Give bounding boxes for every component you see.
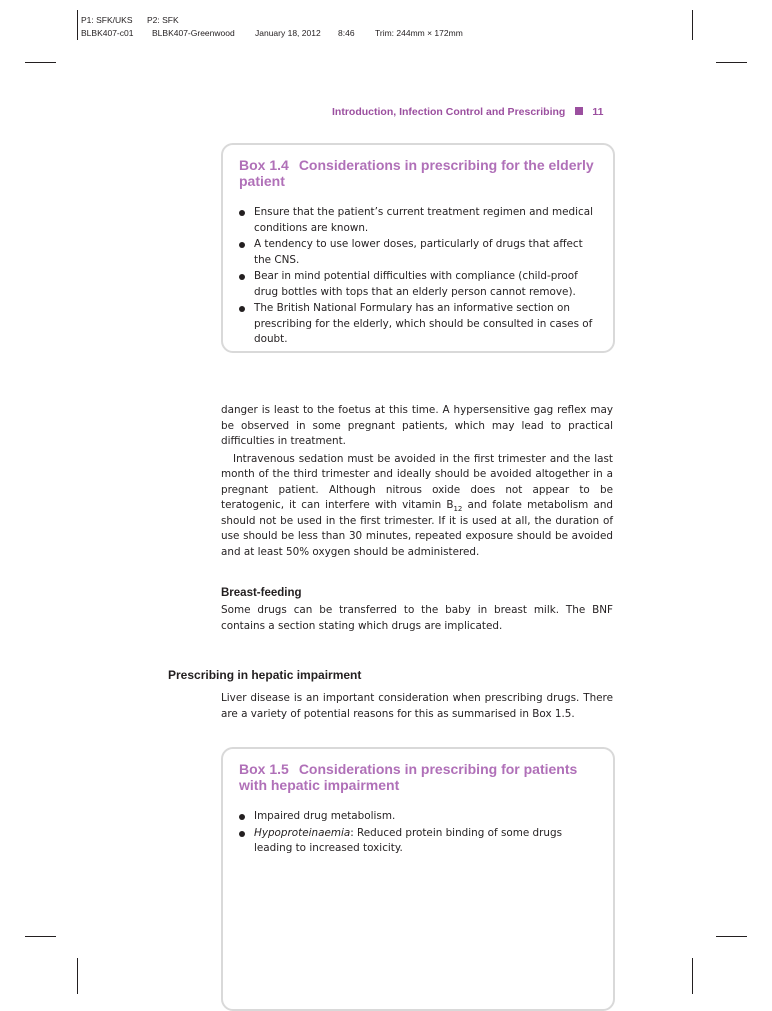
crop-mark-top-left-vertical xyxy=(77,10,78,40)
box-1-5-number: Box 1.5 xyxy=(239,761,289,777)
breast-feeding-heading: Breast-feeding xyxy=(221,587,302,599)
box-1-4 xyxy=(221,143,615,353)
breast-feeding-text: Some drugs can be transferred to the baby in breast milk. The BNF contains a section stating which drugs are implicated. xyxy=(221,604,613,632)
bullet-icon xyxy=(239,306,245,312)
list-item: Ensure that the patient’s current treatment regimen and medical conditions are known. xyxy=(254,205,597,236)
slug-trim: Trim: 244mm × 172mm xyxy=(375,28,463,38)
slug-p2: P2: SFK xyxy=(147,15,179,25)
list-item: A tendency to use lower doses, particularly of drugs that affect the CNS. xyxy=(254,237,597,268)
bullet-icon xyxy=(239,210,245,216)
slug-code1: BLBK407-c01 xyxy=(81,28,134,38)
bullet-icon xyxy=(239,242,245,248)
slug-code2: BLBK407-Greenwood xyxy=(152,28,235,38)
list-item: Bear in mind potential difficulties with compliance (child-proof drug bottles with tops that an elderly person cannot remove). xyxy=(254,269,597,300)
slug-time: 8:46 xyxy=(338,28,355,38)
list-item: Hypoproteinaemia: Reduced protein binding of some drugs leading to increased toxicity. xyxy=(254,826,597,857)
box-1-4-title xyxy=(239,157,597,189)
box-1-4-list xyxy=(223,205,613,348)
paragraph: Intravenous sedation must be avoided in the first trimester and the last month of the third trimester and ideally should be avoided altogether in a pregnant patient. Although nitrous oxide does not appear to be teratogenic, it can interfere with vitamin $B_{12}$ and folate metabolism and should not be used in the first trimester. If it is used at all, the duration of use should be less than 30 minutes, repeated exposure should be avoided and at least 50% oxygen should be administered. xyxy=(221,452,613,558)
slug-p1: P1: SFK/UKS xyxy=(81,15,133,25)
bullet-icon xyxy=(239,274,245,280)
crop-mark-bottom-left-vertical xyxy=(77,958,78,994)
pregnancy-text xyxy=(221,403,613,560)
box-1-5-title xyxy=(239,761,597,793)
box-1-5 xyxy=(221,747,615,1011)
list-item: Impaired drug metabolism. xyxy=(254,809,597,825)
slug-date: January 18, 2012 xyxy=(255,28,321,38)
crop-mark-bottom-left-horizontal xyxy=(25,936,56,937)
list-item: The British National Formulary has an informative section on prescribing for the elderly, which should be consulted in cases of doubt. xyxy=(254,301,597,348)
box-1-5-heading: Considerations in prescribing for patients with hepatic impairment xyxy=(239,761,578,793)
box-1-4-number: Box 1.4 xyxy=(239,157,289,173)
paragraph: danger is least to the foetus at this time. A hypersensitive gag reflex may be observed in some pregnant patients, which may lead to practical difficulties in treatment. xyxy=(221,404,613,447)
square-bullet-icon xyxy=(575,107,583,115)
hepatic-text: Liver disease is an important consideration when prescribing drugs. There are a variety of potential reasons for this as summarised in Box 1.5. xyxy=(221,692,613,720)
crop-mark-bottom-right-vertical xyxy=(692,958,693,994)
crop-mark-top-right-vertical xyxy=(692,10,693,40)
bullet-icon xyxy=(239,831,245,837)
box-1-5-list xyxy=(223,809,613,857)
crop-mark-top-left-horizontal xyxy=(25,62,56,63)
page-number: 11 xyxy=(592,106,604,118)
crop-mark-top-right-horizontal xyxy=(716,62,747,63)
running-head xyxy=(332,106,603,118)
hepatic-heading: Prescribing in hepatic impairment xyxy=(168,668,362,682)
bullet-icon xyxy=(239,814,245,820)
crop-mark-bottom-right-horizontal xyxy=(716,936,747,937)
box-1-4-heading: Considerations in prescribing for the elderly patient xyxy=(239,157,594,189)
running-head-title: Introduction, Infection Control and Prescribing xyxy=(332,106,566,118)
